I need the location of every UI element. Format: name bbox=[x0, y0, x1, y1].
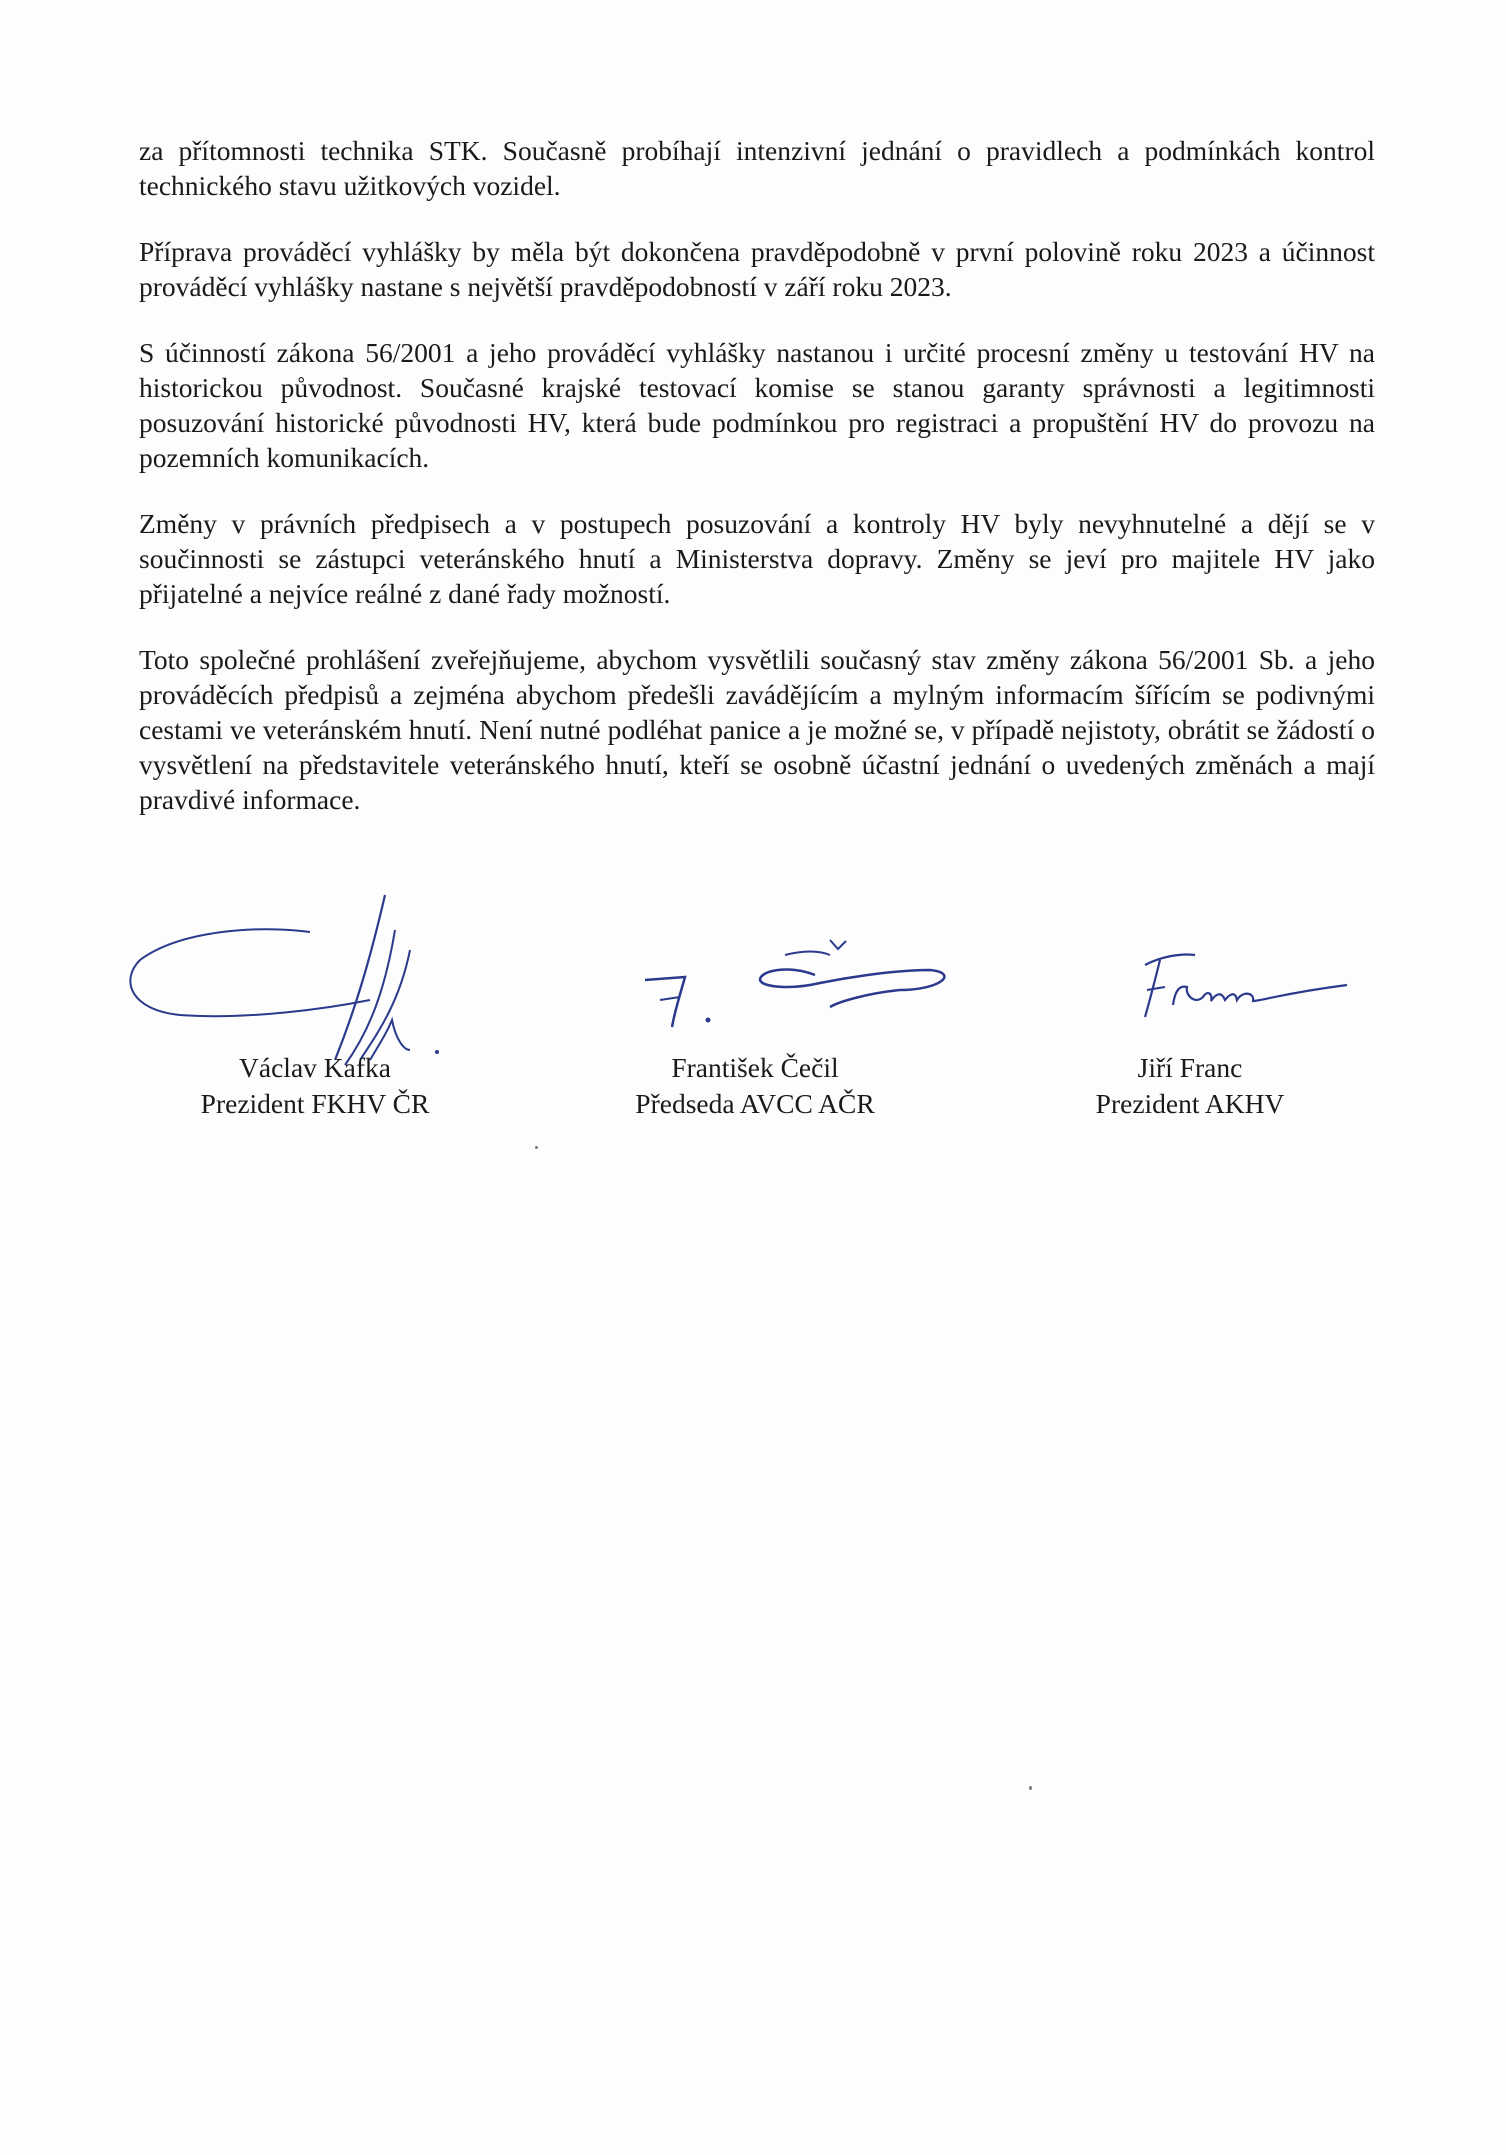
signature-franc bbox=[1125, 935, 1355, 1025]
signer-title: Předseda AVCC AČR bbox=[635, 1088, 875, 1119]
paragraph-joint-statement: Toto společné prohlášení zveřejňujeme, abychom vysvětlili současný stav změny zákona 56/2001 Sb. a jeho prováděcích předpisů a zejména abychom předešli zavádějícím a mylným informacím šířícím se podivnými cestami ve veteránském hnutí. Není nutné podléhat panice a je možné se, v případě nejistoty, obrátit se žádostí o vysvětlení na představitele veteránského hnutí, kteří se osobně účastní jednání o uvedených změnách a mají pravdivé informace. bbox=[139, 644, 1375, 815]
signer-franc bbox=[1070, 1050, 1310, 1122]
paragraph-changes-acceptable: Změny v právních předpisech a v postupech posuzování a kontroly HV byly nevyhnutelné a dějí se v součinnosti se zástupci veteránského hnutí a Ministerstva dopravy. Změny se jeví pro majitele HV jako přijatelné a nejvíce reálné z dané řady možností. bbox=[139, 508, 1375, 609]
signature-cecil bbox=[640, 935, 970, 1045]
scan-speck bbox=[535, 1146, 538, 1149]
signer-kafka bbox=[175, 1050, 455, 1122]
paragraph-vyhlaska-timeline: Příprava prováděcí vyhlášky by měla být dokončena pravděpodobně v první polovině roku 2023 a účinnost prováděcí vyhlášky nastane s největší pravděpodobností v září roku 2023. bbox=[139, 236, 1375, 302]
signer-cecil bbox=[605, 1050, 905, 1122]
scan-speck bbox=[1029, 1786, 1032, 1790]
signer-title: Prezident FKHV ČR bbox=[200, 1088, 430, 1119]
signer-title: Prezident AKHV bbox=[1095, 1088, 1285, 1119]
signer-name: Jiří Franc bbox=[1137, 1052, 1243, 1083]
signer-name: Václav Kafka bbox=[239, 1052, 391, 1083]
signer-name: František Čečil bbox=[671, 1052, 839, 1083]
paragraph-procedural-changes: S účinností zákona 56/2001 a jeho prováděcí vyhlášky nastanou i určité procesní změny u testování HV na historickou původnost. Současné krajské testovací komise se stanou garanty správnosti a legitimnosti posuzování historické původnosti HV, která bude podmínkou pro registraci a propuštění HV do provozu na pozemních komunikacích. bbox=[139, 337, 1375, 473]
paragraph-stk: za přítomnosti technika STK. Současně probíhají intenzivní jednání o pravidlech a podmínkách kontrol technického stavu užitkových vozidel. bbox=[139, 135, 1375, 201]
document-body bbox=[139, 133, 1375, 848]
